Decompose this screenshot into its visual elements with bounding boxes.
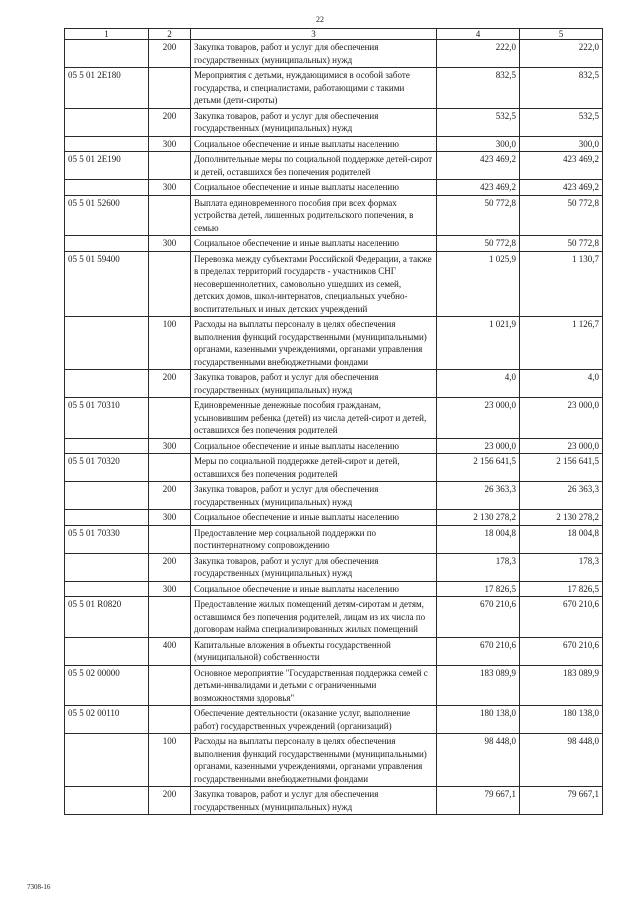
- cell-expense-type: 300: [149, 180, 191, 196]
- cell-amount-col5: 670 210,6: [520, 597, 603, 638]
- cell-amount-col5: 4,0: [520, 370, 603, 398]
- table-row: [65, 370, 603, 398]
- table-row: [65, 482, 603, 510]
- cell-expense-type: 300: [149, 438, 191, 454]
- table-row: [65, 136, 603, 152]
- cell-expense-type: [149, 152, 191, 180]
- cell-description: Капитальные вложения в объекты государственной (муниципальной) собственности: [191, 637, 437, 665]
- cell-target-code: 05 5 02 00000: [65, 665, 149, 706]
- table-row: [65, 108, 603, 136]
- cell-description: Предоставление жилых помещений детям-сиротам и детям, оставшимся без попечения родителей, лицам из их числа по договорам найма специализированных жилых помещений: [191, 597, 437, 638]
- table-row: [65, 510, 603, 526]
- cell-target-code: [65, 370, 149, 398]
- cell-amount-col4: 183 089,9: [437, 665, 520, 706]
- cell-amount-col5: 178,3: [520, 553, 603, 581]
- cell-amount-col5: 2 156 641,5: [520, 454, 603, 482]
- cell-expense-type: 200: [149, 482, 191, 510]
- cell-amount-col4: 222,0: [437, 40, 520, 68]
- document-code: 7308-16: [27, 883, 51, 891]
- cell-description: Мероприятия с детьми, нуждающимися в особой заботе государства, и специалистами, работающими с такими детьми (дети-сироты): [191, 68, 437, 109]
- column-header: 5: [520, 29, 603, 40]
- cell-target-code: 05 5 01 2Е180: [65, 68, 149, 109]
- cell-amount-col5: 183 089,9: [520, 665, 603, 706]
- cell-expense-type: 300: [149, 136, 191, 152]
- cell-description: Закупка товаров, работ и услуг для обеспечения государственных (муниципальных) нужд: [191, 787, 437, 815]
- cell-expense-type: [149, 454, 191, 482]
- table-row: [65, 251, 603, 317]
- cell-target-code: 05 5 02 00110: [65, 706, 149, 734]
- cell-expense-type: 300: [149, 510, 191, 526]
- cell-amount-col5: 670 210,6: [520, 637, 603, 665]
- cell-amount-col4: 178,3: [437, 553, 520, 581]
- cell-description: Перевозка между субъектами Российской Федерации, а также в пределах территорий государств - участников СНГ несовершеннолетних, самовольно ушедших из семей, детских домов, школ-интернатов, специальных учебно-воспитательных и иных детских учреждений: [191, 251, 437, 317]
- cell-target-code: [65, 581, 149, 597]
- cell-expense-type: 300: [149, 581, 191, 597]
- cell-amount-col4: 423 469,2: [437, 180, 520, 196]
- cell-target-code: 05 5 01 70310: [65, 398, 149, 439]
- cell-target-code: [65, 482, 149, 510]
- cell-amount-col4: 18 004,8: [437, 525, 520, 553]
- cell-amount-col4: 1 025,9: [437, 251, 520, 317]
- table-row: [65, 581, 603, 597]
- cell-target-code: [65, 734, 149, 787]
- cell-expense-type: [149, 68, 191, 109]
- column-header: 1: [65, 29, 149, 40]
- cell-description: Социальное обеспечение и иные выплаты населению: [191, 438, 437, 454]
- cell-target-code: 05 5 01 70330: [65, 525, 149, 553]
- cell-target-code: [65, 180, 149, 196]
- cell-description: Расходы на выплаты персоналу в целях обеспечения выполнения функций государственными (муниципальными) органами, казенными учреждениями, органами управления государственными внебюджетными фондами: [191, 734, 437, 787]
- cell-amount-col4: 23 000,0: [437, 438, 520, 454]
- cell-amount-col4: 2 130 278,2: [437, 510, 520, 526]
- cell-expense-type: 100: [149, 317, 191, 370]
- cell-target-code: [65, 637, 149, 665]
- cell-expense-type: 200: [149, 40, 191, 68]
- table-row: [65, 317, 603, 370]
- column-header: 4: [437, 29, 520, 40]
- cell-amount-col5: 26 363,3: [520, 482, 603, 510]
- cell-target-code: 05 5 01 52600: [65, 195, 149, 236]
- table-row: [65, 398, 603, 439]
- table-row: [65, 40, 603, 68]
- cell-description: Закупка товаров, работ и услуг для обеспечения государственных (муниципальных) нужд: [191, 553, 437, 581]
- cell-amount-col5: 23 000,0: [520, 398, 603, 439]
- cell-amount-col5: 2 130 278,2: [520, 510, 603, 526]
- cell-amount-col5: 423 469,2: [520, 180, 603, 196]
- cell-description: Социальное обеспечение и иные выплаты населению: [191, 510, 437, 526]
- cell-amount-col4: 300,0: [437, 136, 520, 152]
- cell-description: Закупка товаров, работ и услуг для обеспечения государственных (муниципальных) нужд: [191, 108, 437, 136]
- cell-amount-col5: 1 126,7: [520, 317, 603, 370]
- budget-table: [64, 28, 603, 815]
- cell-target-code: 05 5 01 59400: [65, 251, 149, 317]
- cell-description: Дополнительные меры по социальной поддержке детей-сирот и детей, оставшихся без попечения родителей: [191, 152, 437, 180]
- table-row: [65, 706, 603, 734]
- table-row: [65, 637, 603, 665]
- table-header-row: [65, 29, 603, 40]
- cell-target-code: [65, 438, 149, 454]
- cell-amount-col4: 4,0: [437, 370, 520, 398]
- cell-description: Основное мероприятие "Государственная поддержка семей с детьми-инвалидами и детьми с ограниченными возможностями здоровья": [191, 665, 437, 706]
- cell-target-code: [65, 553, 149, 581]
- cell-expense-type: [149, 398, 191, 439]
- cell-target-code: 05 5 01 70320: [65, 454, 149, 482]
- table-row: [65, 734, 603, 787]
- cell-expense-type: 200: [149, 787, 191, 815]
- cell-amount-col4: 23 000,0: [437, 398, 520, 439]
- cell-amount-col5: 532,5: [520, 108, 603, 136]
- cell-target-code: [65, 40, 149, 68]
- cell-amount-col5: 50 772,8: [520, 195, 603, 236]
- column-header: 3: [191, 29, 437, 40]
- cell-expense-type: [149, 525, 191, 553]
- table-row: [65, 553, 603, 581]
- cell-amount-col4: 423 469,2: [437, 152, 520, 180]
- table-row: [65, 665, 603, 706]
- cell-target-code: [65, 787, 149, 815]
- cell-description: Социальное обеспечение и иные выплаты населению: [191, 581, 437, 597]
- cell-target-code: [65, 317, 149, 370]
- cell-amount-col5: 50 772,8: [520, 236, 603, 252]
- cell-expense-type: [149, 597, 191, 638]
- cell-target-code: [65, 136, 149, 152]
- cell-description: Обеспечение деятельности (оказание услуг, выполнение работ) государственных учреждений (организаций): [191, 706, 437, 734]
- cell-expense-type: [149, 195, 191, 236]
- cell-amount-col4: 1 021,9: [437, 317, 520, 370]
- cell-expense-type: 200: [149, 370, 191, 398]
- cell-amount-col5: 79 667,1: [520, 787, 603, 815]
- cell-expense-type: 300: [149, 236, 191, 252]
- cell-target-code: [65, 236, 149, 252]
- table-row: [65, 438, 603, 454]
- cell-description: Закупка товаров, работ и услуг для обеспечения государственных (муниципальных) нужд: [191, 370, 437, 398]
- cell-amount-col4: 50 772,8: [437, 195, 520, 236]
- cell-expense-type: 100: [149, 734, 191, 787]
- cell-expense-type: 200: [149, 553, 191, 581]
- cell-amount-col4: 670 210,6: [437, 597, 520, 638]
- table-row: [65, 180, 603, 196]
- cell-amount-col5: 300,0: [520, 136, 603, 152]
- cell-amount-col4: 79 667,1: [437, 787, 520, 815]
- column-header: 2: [149, 29, 191, 40]
- cell-description: Меры по социальной поддержке детей-сирот и детей, оставшихся без попечения родителей: [191, 454, 437, 482]
- cell-target-code: [65, 108, 149, 136]
- table-row: [65, 236, 603, 252]
- table-row: [65, 525, 603, 553]
- cell-description: Социальное обеспечение и иные выплаты населению: [191, 180, 437, 196]
- cell-amount-col5: 423 469,2: [520, 152, 603, 180]
- cell-target-code: 05 5 01 R0820: [65, 597, 149, 638]
- cell-description: Социальное обеспечение и иные выплаты населению: [191, 136, 437, 152]
- cell-target-code: 05 5 01 2Е190: [65, 152, 149, 180]
- page-number: 22: [316, 15, 324, 24]
- table-row: [65, 68, 603, 109]
- cell-amount-col4: 532,5: [437, 108, 520, 136]
- cell-amount-col5: 832,5: [520, 68, 603, 109]
- cell-amount-col5: 180 138,0: [520, 706, 603, 734]
- cell-amount-col4: 670 210,6: [437, 637, 520, 665]
- table-row: [65, 195, 603, 236]
- cell-amount-col4: 17 826,5: [437, 581, 520, 597]
- cell-description: Социальное обеспечение и иные выплаты населению: [191, 236, 437, 252]
- cell-amount-col5: 1 130,7: [520, 251, 603, 317]
- table-row: [65, 454, 603, 482]
- cell-description: Закупка товаров, работ и услуг для обеспечения государственных (муниципальных) нужд: [191, 482, 437, 510]
- cell-amount-col4: 26 363,3: [437, 482, 520, 510]
- cell-amount-col4: 2 156 641,5: [437, 454, 520, 482]
- table-row: [65, 597, 603, 638]
- cell-description: Расходы на выплаты персоналу в целях обеспечения выполнения функций государственными (муниципальными) органами, казенными учреждениями, органами управления государственными внебюджетными фондами: [191, 317, 437, 370]
- cell-amount-col4: 98 448,0: [437, 734, 520, 787]
- table-row: [65, 787, 603, 815]
- cell-description: Единовременные денежные пособия гражданам, усыновившим ребенка (детей) из числа детей-сирот и детей, оставшихся без попечения родителей: [191, 398, 437, 439]
- cell-description: Выплата единовременного пособия при всех формах устройства детей, лишенных родительского попечения, в семью: [191, 195, 437, 236]
- cell-expense-type: 200: [149, 108, 191, 136]
- cell-amount-col5: 17 826,5: [520, 581, 603, 597]
- cell-amount-col4: 50 772,8: [437, 236, 520, 252]
- cell-target-code: [65, 510, 149, 526]
- cell-amount-col5: 23 000,0: [520, 438, 603, 454]
- cell-expense-type: [149, 665, 191, 706]
- cell-description: Закупка товаров, работ и услуг для обеспечения государственных (муниципальных) нужд: [191, 40, 437, 68]
- cell-amount-col5: 98 448,0: [520, 734, 603, 787]
- cell-expense-type: [149, 706, 191, 734]
- cell-amount-col5: 18 004,8: [520, 525, 603, 553]
- cell-amount-col5: 222,0: [520, 40, 603, 68]
- cell-amount-col4: 832,5: [437, 68, 520, 109]
- table-row: [65, 152, 603, 180]
- cell-description: Предоставление мер социальной поддержки по постинтернатному сопровождению: [191, 525, 437, 553]
- cell-amount-col4: 180 138,0: [437, 706, 520, 734]
- cell-expense-type: 400: [149, 637, 191, 665]
- cell-expense-type: [149, 251, 191, 317]
